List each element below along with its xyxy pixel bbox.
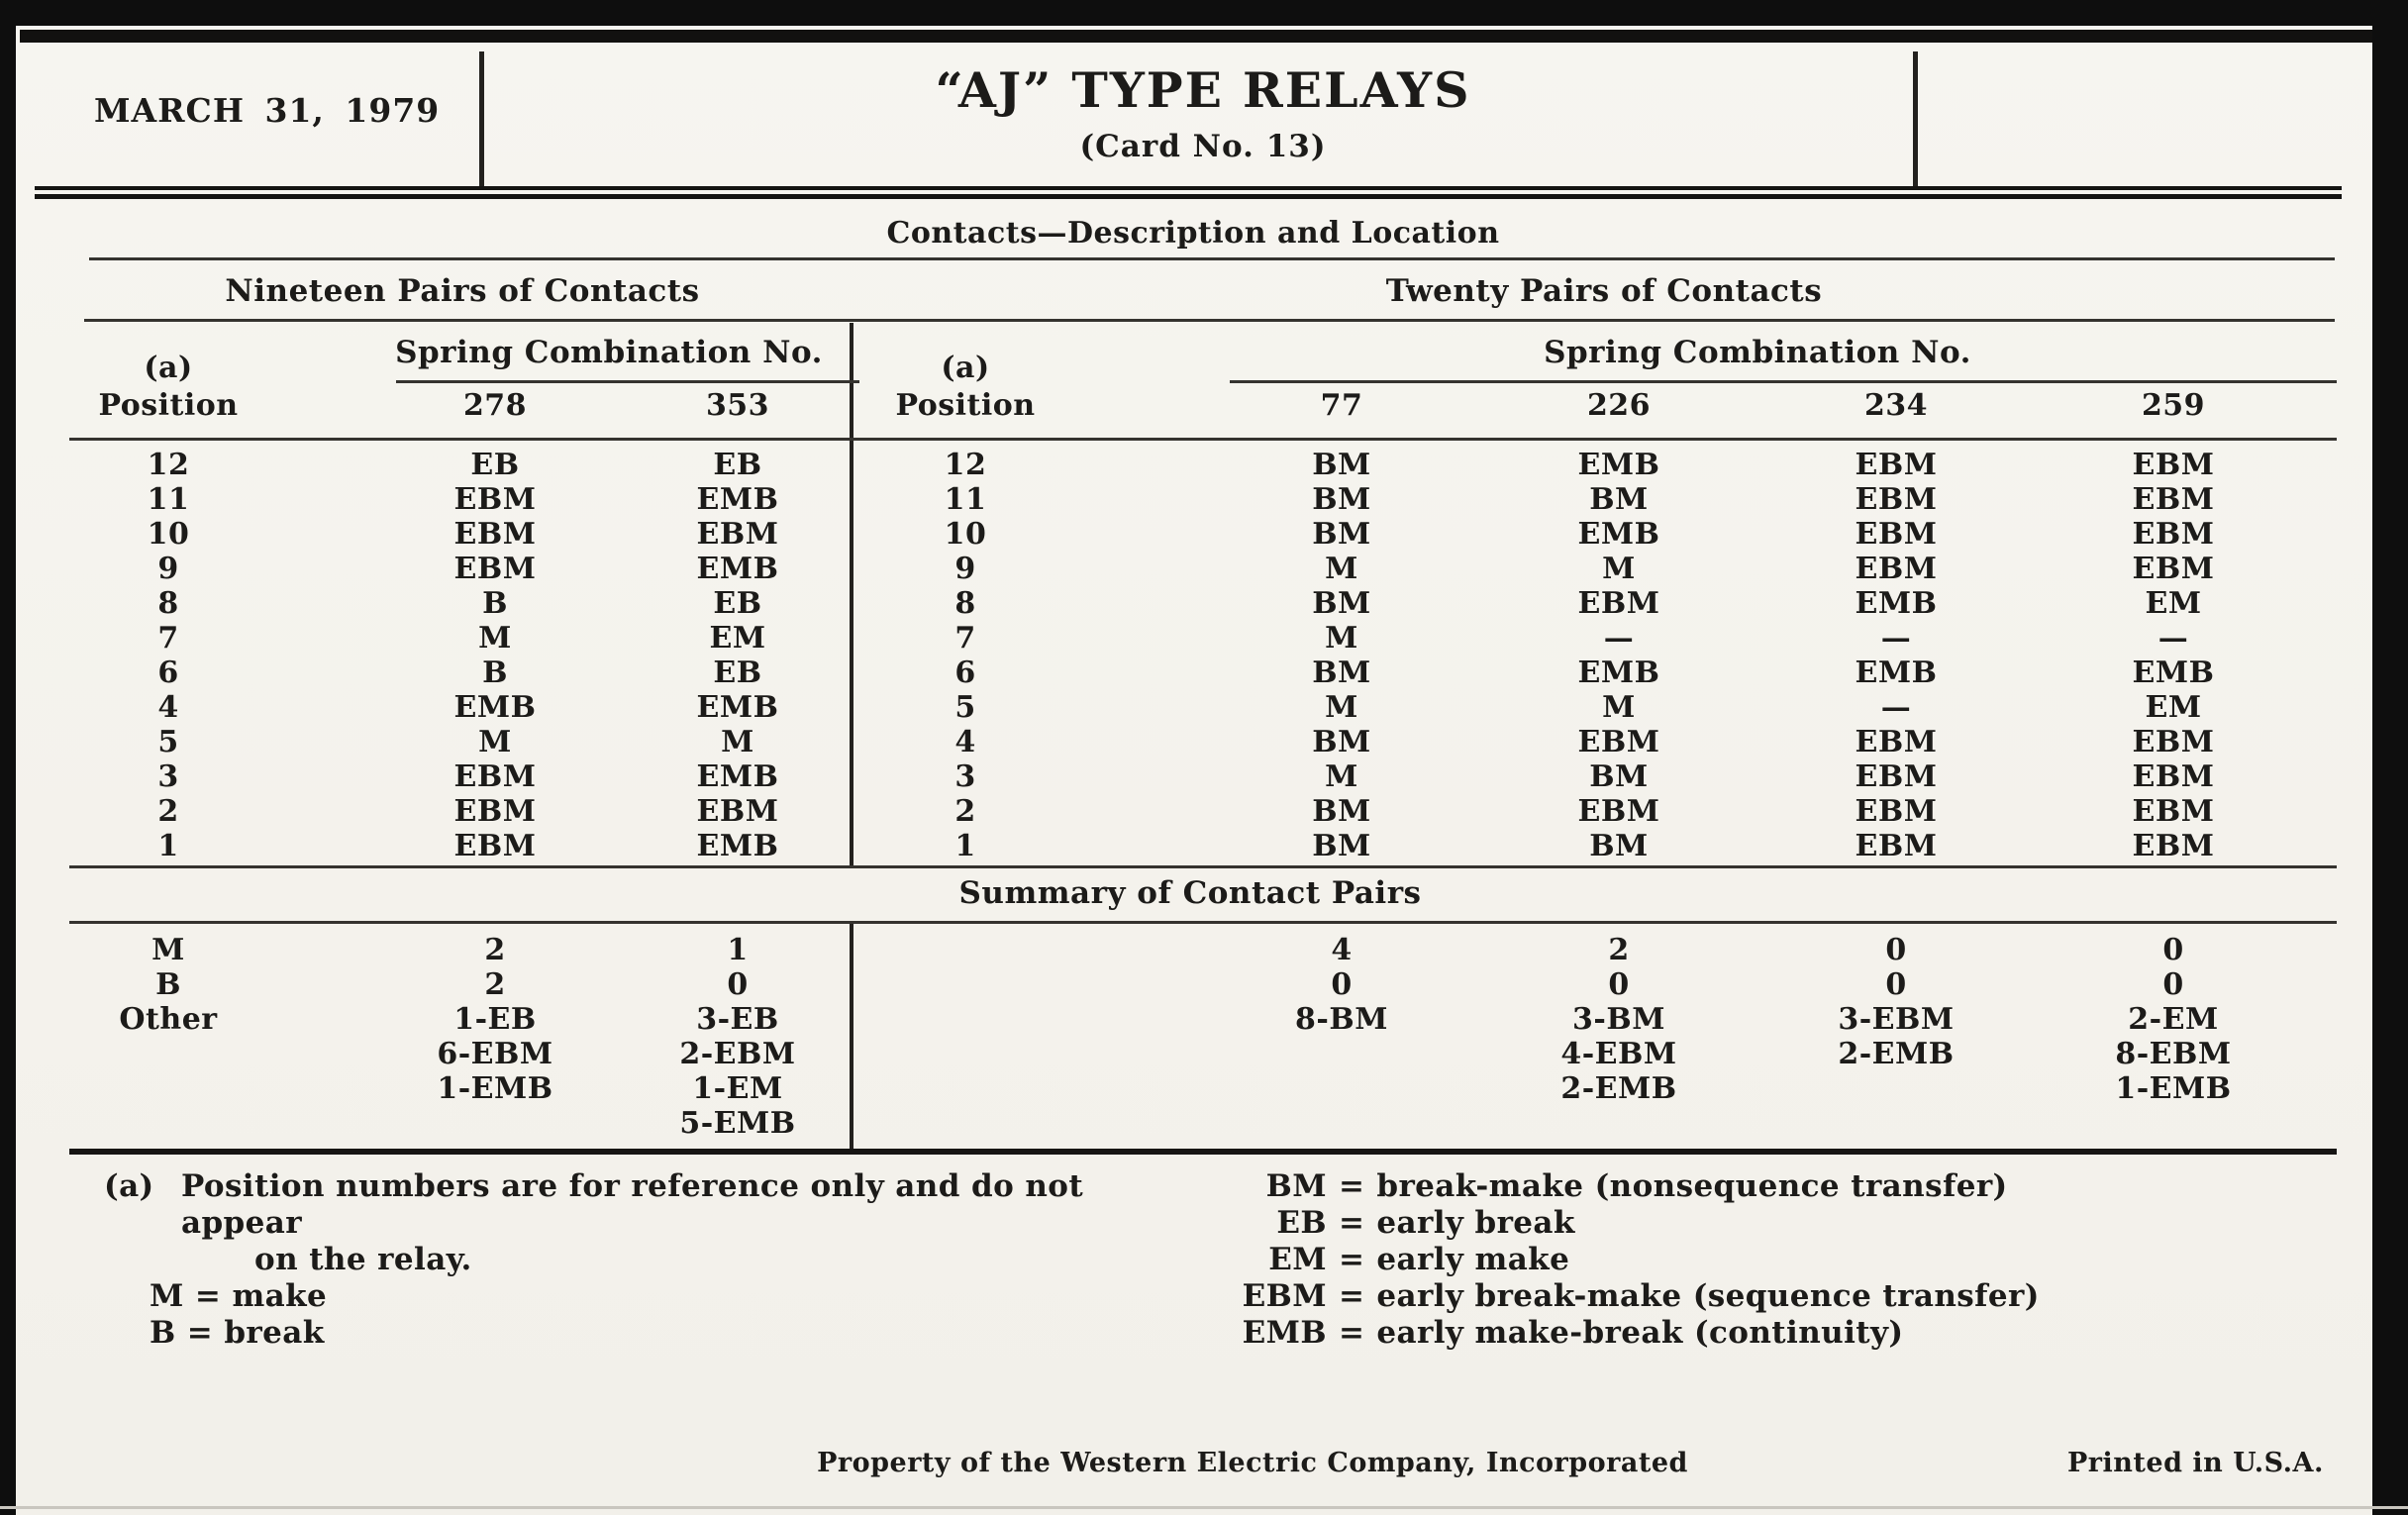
summary-row [69,933,852,967]
position-cell: 5 [157,725,179,759]
legend-line [1226,1315,2335,1352]
legend-line [1226,1278,2335,1315]
contact-value-cell: BM [1312,794,1371,829]
rule-below-summary-title [69,921,2337,924]
table-row [69,725,852,759]
contact-value-cell: BM [1589,482,1649,517]
contact-value-cell: EB [470,448,520,482]
table-row [69,690,852,725]
contact-value-cell: — [2157,621,2189,656]
contact-value-cell: EMB [1577,517,1660,552]
contact-value-cell: B [482,656,508,690]
contact-value-cell: EBM [1855,552,1938,586]
scan-edge-right [2372,0,2408,1515]
contact-value-cell: EBM [1855,829,1938,863]
table-row [69,482,852,517]
contact-value-cell: EBM [1577,586,1660,621]
contact-value-cell: EBM [1855,725,1938,759]
summary-other-cell [1203,1002,1480,1106]
contact-value-cell: BM [1312,482,1371,517]
summary-other-cell [624,1002,852,1141]
contact-value-cell: EBM [2132,482,2215,517]
legend-definition: early break-make (sequence transfer) [1376,1278,2040,1314]
rule-above-summary-title [69,865,2337,868]
contact-value-cell: M [1602,690,1636,725]
footer-printed-text: Printed in U.S.A. [2067,1448,2324,1478]
contact-value-cell: M [1602,552,1636,586]
right-table-body [871,448,2312,863]
card-number: (Card No. 13) [1079,129,1327,164]
footer-property-text: Property of the Western Electric Company, Incorporated [817,1448,1688,1478]
rule-above-data [69,438,2337,441]
summary-count-cell: 0 [1331,967,1353,1002]
summary-count-cell: 4 [1331,933,1353,967]
legend-definition: break-make (nonsequence transfer) [1376,1168,2008,1204]
footnote-left [104,1168,1193,1352]
contact-value-cell: M [1325,552,1358,586]
contact-value-cell: EMB [2132,656,2215,690]
rule-under-group-titles [84,319,2335,322]
table-row [69,759,852,794]
contact-value-cell: BM [1312,725,1371,759]
legend-term: EM [1268,1242,1327,1277]
legend-term: BM [1265,1168,1327,1204]
left-position-label: Position [98,388,239,423]
table-row [871,656,2312,690]
summary-count-cell: 2 [484,967,506,1002]
footnote-a-line2: on the relay. [254,1242,472,1277]
position-cell: 6 [157,656,179,690]
summary-count-cell: 0 [1885,967,1907,1002]
position-cell: 3 [954,759,976,794]
legend-term: EB [1276,1205,1327,1241]
summary-other-line: 2-EMB [1560,1071,1677,1106]
right-position-note: (a) [941,351,990,385]
position-cell: 4 [954,725,976,759]
summary-other-line: 3-BM [1572,1002,1665,1037]
equals-sign: = [1339,1278,1365,1314]
contact-value-cell: BM [1312,656,1371,690]
column-header: 353 [705,388,770,423]
contact-value-cell: EM [2145,586,2202,621]
page-title: “AJ” TYPE RELAYS [935,61,1471,119]
footnote-a-text: Position numbers are for reference only and do not appear [181,1168,1084,1241]
footnote-a-marker: (a) [104,1168,154,1204]
summary-count-cell: 2 [1608,933,1630,967]
contact-value-cell: BM [1312,586,1371,621]
footnote-right [1226,1168,2335,1352]
contact-value-cell: M [478,725,512,759]
contact-value-cell: EB [713,586,762,621]
contact-value-cell: BM [1312,829,1371,863]
header-divider-right [1913,51,1918,190]
summary-other-line: 2-EMB [1838,1037,1955,1071]
header-bottom-rule [35,186,2342,199]
table-row [69,586,852,621]
equals-sign: = [1339,1315,1365,1351]
contact-value-cell: M [478,621,512,656]
legend-definition: early make-break (continuity) [1376,1315,1904,1351]
contact-value-cell: EM [2145,690,2202,725]
legend-term: EMB [1242,1315,1327,1351]
summary-other-cell [2035,1002,2312,1106]
right-position-label: Position [895,388,1036,423]
contact-value-cell: EBM [696,517,779,552]
position-cell: 9 [157,552,179,586]
right-spring-header: Spring Combination No. [1544,335,1971,370]
left-table-body [69,448,852,863]
position-cell: 11 [147,482,190,517]
summary-other-line: 5-EMB [679,1106,796,1141]
summary-other-line: 4-EBM [1560,1037,1677,1071]
contact-value-cell: M [1325,621,1358,656]
summary-row [871,933,2312,967]
contact-value-cell: EMB [696,482,779,517]
scan-edge-bottom [0,1506,2408,1509]
table-row [871,829,2312,863]
summary-other-line: 2-EBM [679,1037,796,1071]
position-cell: 10 [147,517,190,552]
contact-value-cell: BM [1312,448,1371,482]
contact-value-cell: EMB [1577,448,1660,482]
contact-value-cell: EBM [1577,725,1660,759]
summary-other-line: 3-EB [696,1002,779,1037]
summary-other-line: 3-EBM [1838,1002,1955,1037]
summary-other-line: 8-EBM [2115,1037,2232,1071]
contact-value-cell: EBM [2132,759,2215,794]
position-cell: 12 [147,448,190,482]
table-row [871,552,2312,586]
footnote-a-line1 [104,1168,1193,1242]
summary-count-cell: 2 [484,933,506,967]
contact-value-cell: EMB [696,829,779,863]
summary-row [69,967,852,1002]
contact-value-cell: EMB [1855,586,1938,621]
left-spring-rule [396,380,859,383]
position-cell: 1 [954,829,976,863]
footnote-def-b: B = break [150,1315,325,1351]
table-row [69,829,852,863]
legend-definition: early make [1376,1242,1570,1277]
legend-term: EBM [1242,1278,1327,1314]
table-row [69,552,852,586]
summary-row-label: M [151,933,185,967]
card-top-rule [20,30,2372,43]
column-header: 259 [2141,388,2206,423]
summary-other-line: 2-EM [2128,1002,2219,1037]
left-summary-body [69,933,852,1141]
table-row [871,517,2312,552]
position-cell: 3 [157,759,179,794]
summary-other-line: 1-EMB [437,1071,553,1106]
summary-other-cell [366,1002,624,1141]
contact-value-cell: BM [1312,517,1371,552]
table-bottom-rule [69,1149,2337,1155]
contact-value-cell: EBM [453,794,537,829]
table-row [871,586,2312,621]
table-row [871,690,2312,725]
contact-value-cell: EBM [2132,517,2215,552]
scan-edge-left [0,0,16,1515]
summary-other-line: 1-EM [692,1071,783,1106]
summary-row-label: Other [119,1002,218,1037]
position-cell: 6 [954,656,976,690]
summary-other-cell [1757,1002,2035,1106]
summary-count-cell: 1 [727,933,749,967]
table-row [871,448,2312,482]
position-cell: 7 [157,621,179,656]
legend-line [1226,1205,2335,1242]
contact-value-cell: EBM [1855,482,1938,517]
position-cell: 8 [954,586,976,621]
contact-value-cell: EBM [1855,794,1938,829]
contact-value-cell: EB [713,448,762,482]
position-cell: 10 [944,517,987,552]
summary-other-line: 8-BM [1295,1002,1388,1037]
contact-value-cell: EMB [1855,656,1938,690]
contact-value-cell: EBM [1855,448,1938,482]
position-cell: 8 [157,586,179,621]
contact-value-cell: EBM [2132,448,2215,482]
contact-value-cell: EBM [1577,794,1660,829]
legend-line [1226,1242,2335,1278]
column-header: 77 [1320,388,1363,423]
contact-value-cell: M [1325,690,1358,725]
section-title: Contacts—Description and Location [886,216,1500,251]
position-cell: 2 [157,794,179,829]
summary-row [871,1002,2312,1106]
position-cell: 7 [954,621,976,656]
contact-value-cell: — [1603,621,1635,656]
table-row [69,448,852,482]
position-cell: 11 [944,482,987,517]
table-row [871,482,2312,517]
contact-value-cell: EMB [696,552,779,586]
table-row [69,621,852,656]
contact-value-cell: M [721,725,754,759]
contact-value-cell: EBM [453,482,537,517]
contact-value-cell: — [1880,690,1912,725]
rule-under-section-title [89,257,2335,260]
contact-value-cell: EBM [453,517,537,552]
table-row [871,759,2312,794]
contact-value-cell: EBM [696,794,779,829]
contact-value-cell: EBM [2132,829,2215,863]
left-column-headers [69,388,852,423]
summary-count-cell: 0 [727,967,749,1002]
legend-definition: early break [1376,1205,1575,1241]
contact-value-cell: EBM [453,829,537,863]
contact-value-cell: — [1880,621,1912,656]
column-header: 226 [1586,388,1652,423]
contact-value-cell: M [1325,759,1358,794]
contact-value-cell: EBM [2132,725,2215,759]
table-row [871,794,2312,829]
equals-sign: = [1339,1168,1365,1204]
contact-value-cell: EMB [696,759,779,794]
position-cell: 4 [157,690,179,725]
table-row [69,656,852,690]
contact-value-cell: EBM [2132,794,2215,829]
summary-count-cell: 0 [2162,967,2184,1002]
contact-value-cell: EBM [453,759,537,794]
table-row [69,794,852,829]
contact-value-cell: BM [1589,759,1649,794]
table-row [871,725,2312,759]
position-cell: 1 [157,829,179,863]
contact-value-cell: EB [713,656,762,690]
legend-line [1226,1168,2335,1205]
table-row [871,621,2312,656]
scan-edge-top [0,0,2408,26]
left-spring-header: Spring Combination No. [395,335,823,370]
summary-row [69,1002,852,1141]
summary-count-cell: 0 [1885,933,1907,967]
position-cell: 2 [954,794,976,829]
column-header: 278 [462,388,528,423]
summary-row-label: B [155,967,181,1002]
footnote-def-m: M = make [150,1278,328,1314]
card-date: MARCH 31, 1979 [94,91,441,130]
contact-value-cell: EMB [453,690,537,725]
contact-value-cell: B [482,586,508,621]
summary-other-cell [1480,1002,1757,1106]
summary-count-cell: 0 [1608,967,1630,1002]
contact-value-cell: EBM [453,552,537,586]
contact-value-cell: EBM [2132,552,2215,586]
contact-value-cell: EBM [1855,517,1938,552]
right-column-headers [871,388,2312,423]
column-header: 234 [1863,388,1929,423]
contact-value-cell: EMB [1577,656,1660,690]
left-group-title: Nineteen Pairs of Contacts [225,273,700,309]
summary-other-line: 1-EMB [2115,1071,2232,1106]
contact-value-cell: EM [709,621,766,656]
right-group-title: Twenty Pairs of Contacts [1385,273,1823,309]
header-divider-left [479,51,484,190]
right-spring-rule [1230,380,2337,383]
position-cell: 5 [954,690,976,725]
summary-row [871,967,2312,1002]
equals-sign: = [1339,1242,1365,1277]
summary-other-line: 1-EB [453,1002,537,1037]
contact-value-cell: EBM [1855,759,1938,794]
summary-count-cell: 0 [2162,933,2184,967]
summary-title: Summary of Contact Pairs [958,875,1422,911]
table-row [69,517,852,552]
right-summary-body [871,933,2312,1106]
contact-value-cell: BM [1589,829,1649,863]
position-cell: 12 [944,448,987,482]
equals-sign: = [1339,1205,1365,1241]
summary-other-line: 6-EBM [437,1037,553,1071]
contact-value-cell: EMB [696,690,779,725]
position-cell: 9 [954,552,976,586]
left-position-note: (a) [144,351,193,385]
